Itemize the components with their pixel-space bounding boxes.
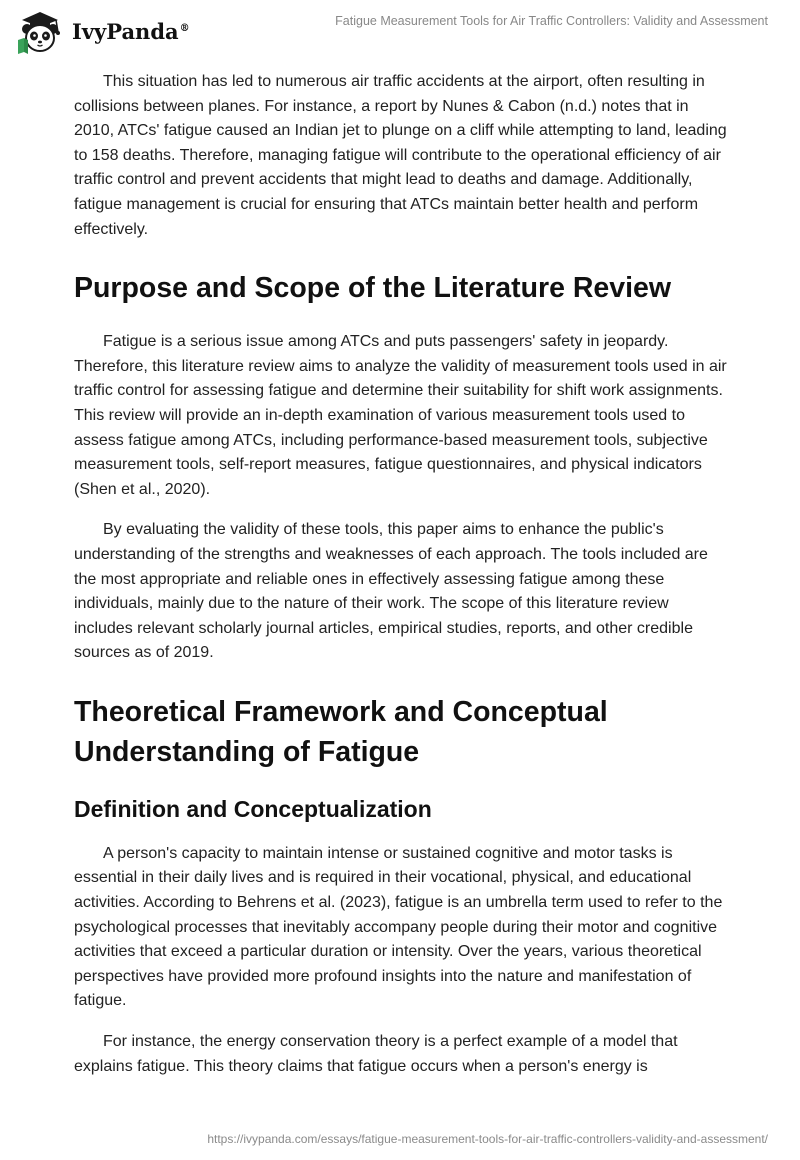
heading-definition: Definition and Conceptualization <box>74 795 432 822</box>
paragraph-scope: By evaluating the validity of these tools, this paper aims to enhance the public's understanding of the strengths and weaknesses of each approach. The tools included are the most appropriate and reliable ones in effectively assessing fatigue among these individuals, mainly due to the nature of their work. The scope of this literature review includes relevant scholarly journal articles, empirical studies, reports, and other credible sources as of 2019. <box>74 521 708 662</box>
paragraph-energy-theory: For instance, the energy conservation theory is a perfect example of a model that explains fatigue. This theory claims that fatigue occurs when a person's energy is <box>74 1033 678 1075</box>
brand-logo[interactable] <box>14 8 190 54</box>
registered-mark: ® <box>179 22 190 34</box>
panda-graduate-icon <box>14 8 66 54</box>
source-url[interactable]: https://ivypanda.com/essays/fatigue-measurement-tools-for-air-traffic-controllers-validity-and-assessment/ <box>207 1132 768 1146</box>
brand-name: IvyPanda® <box>72 18 190 44</box>
heading-purpose-scope: Purpose and Scope of the Literature Review <box>74 272 672 305</box>
paragraph-purpose: Fatigue is a serious issue among ATCs and puts passengers' safety in jeopardy. Therefore, this literature review aims to analyze the validity of measurement tools used in air traffic control for assessing fatigue and determine their suitability for shift work assignments. This review will provide an in-depth examination of various measurement tools used to assess fatigue among ATCs, including performance-based measurement tools, subjective measurement tools, self-report measures, fatigue questionnaires, and physical indicators (Shen et al., 2020). <box>74 333 727 498</box>
paragraph-accidents: This situation has led to numerous air traffic accidents at the airport, often resulting in collisions between planes. For instance, a report by Nunes & Cabon (n.d.) notes that in 2010, ATCs' fatigue caused an Indian jet to plunge on a cliff while attempting to land, leading to 158 deaths. Therefore, managing fatigue will contribute to the operational efficiency of air traffic control and prevent accidents that might lead to deaths and damage. Additionally, fatigue management is crucial for ensuring that ATCs maintain better health and perform effectively. <box>74 73 727 238</box>
paragraph-definition: A person's capacity to maintain intense or sustained cognitive and motor tasks is essential in their daily lives and is required in their vocational, physical, and educational activities. According to Behrens et al. (2023), fatigue is an umbrella term used to refer to the psychological processes that inevitably accompany people during their motor and cognitive activities that exceed a particular duration or intensity. Over the years, various theoretical perspectives have provided more profound insights into the nature and manifestation of fatigue. <box>74 844 723 1010</box>
essay-body <box>74 70 728 1095</box>
heading-theoretical-framework: Theoretical Framework and Conceptual Understanding of Fatigue <box>74 695 608 768</box>
document-title: Fatigue Measurement Tools for Air Traffic Controllers: Validity and Assessment <box>335 14 768 28</box>
page-header <box>0 0 800 60</box>
